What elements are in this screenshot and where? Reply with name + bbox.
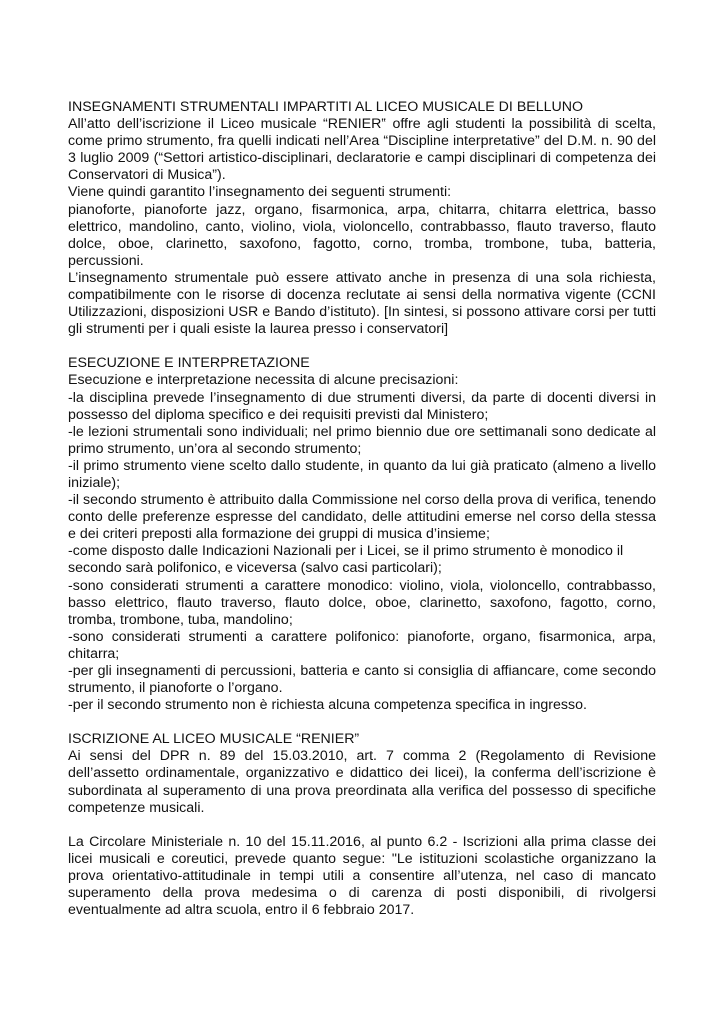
paragraph-instruments: pianoforte, pianoforte jazz, organo, fisarmonica, arpa, chitarra, chitarra elettrica, basso elettrico, mandolino, canto, violino, viola, violoncello, contrabbasso, flauto traverso, flauto dolce, oboe, clarinetto, saxofono, fagotto, corno, tromba, trombone, tuba, batteria, percussioni.: [68, 201, 656, 269]
paragraph-circolare: La Circolare Ministeriale n. 10 del 15.11.2016, al punto 6.2 - Iscrizioni alla prima classe dei licei musicali e coreutici, prevede quanto segue: "Le istituzioni scolastiche organizzano la prova orientativo-attitudinale in tempi utili a consentire all’utenza, nel caso di mancato superamento della prova medesima o di carenza di posti disponibili, di rivolgersi eventualmente ad altra scuola, entro il 6 febbraio 2017.: [68, 833, 656, 919]
paragraph-intro: All’atto dell’iscrizione il Liceo musicale “RENIER‟ offre agli studenti la possibilità di scelta, come primo strumento, fra quelli indicati nell’Area “Discipline interpretative” del D.M. n. 90 del 3 luglio 2009 (“Settori artistico-disciplinari, declaratorie e campi disciplinari di competenza dei Conservatori di Musica”).: [68, 116, 656, 184]
list-item: -la disciplina prevede l’insegnamento di due strumenti diversi, da parte di docenti diversi in possesso del diploma specifico e dei requisiti previsti dal Ministero;: [68, 389, 656, 423]
list-item: -le lezioni strumentali sono individuali; nel primo biennio due ore settimanali sono dedicate al primo strumento, un’ora al secondo strumento;: [68, 423, 656, 457]
section-strumenti: [68, 99, 656, 338]
document-page: [68, 99, 656, 919]
paragraph-guarantee: Viene quindi garantito l’insegnamento dei seguenti strumenti:: [68, 184, 452, 201]
paragraph-dpr: Ai sensi del DPR n. 89 del 15.03.2010, art. 7 comma 2 (Regolamento di Revisione dell’assetto ordinamentale, organizzativo e didattico dei licei), la conferma dell’iscrizione è subordinata al superamento di una prova preordinata alla verifica del possesso di specifiche competenze musicali.: [68, 748, 656, 816]
paragraph-activation: L’insegnamento strumentale può essere attivato anche in presenza di una sola richiesta, compatibilmente con le risorse di docenza reclutate ai sensi della normativa vigente (CCNI Utilizzazioni, disposizioni USR e Bando d’istituto). [In sintesi, si possono attivare corsi per tutti gli strumenti per i quali esiste la laurea presso i conservatori]: [68, 269, 656, 338]
list-item: -per il secondo strumento non è richiesta alcuna competenza specifica in ingresso.: [68, 697, 587, 714]
list-item: -il secondo strumento è attribuito dalla Commissione nel corso della prova di verifica, tenendo conto delle preferenze espresse del candidato, delle attitudini emerse nel corso della stessa e dei criteri preposti alla formazione dei gruppi di musica d’insieme;: [68, 492, 656, 543]
list-item: -come disposto dalle Indicazioni Nazionali per i Licei, se il primo strumento è monodico il secondo sarà polifonico, e viceversa (salvo casi particolari);: [68, 543, 624, 577]
section-iscrizione: [68, 731, 656, 919]
spacer: [68, 714, 656, 731]
list-item: -sono considerati strumenti a carattere monodico: violino, viola, violoncello, contrabbasso, basso elettrico, flauto traverso, flauto dolce, oboe, clarinetto, saxofono, fagotto, corno, tromba, trombone, tuba, mandolino;: [68, 577, 656, 628]
section-esecuzione: [68, 355, 656, 714]
list-item: -il primo strumento viene scelto dallo studente, in quanto da lui già praticato (almeno a livello iniziale);: [68, 457, 656, 491]
section-heading: ISCRIZIONE AL LICEO MUSICALE “RENIER”: [68, 731, 360, 748]
spacer: [68, 338, 656, 355]
paragraph-intro: Esecuzione e interpretazione necessita di alcune precisazioni:: [68, 372, 459, 389]
list-item: -per gli insegnamenti di percussioni, batteria e canto si consiglia di affiancare, come secondo strumento, il pianoforte o l’organo.: [68, 663, 656, 697]
list-item: -sono considerati strumenti a carattere polifonico: pianoforte, organo, fisarmonica, arpa, chitarra;: [68, 628, 656, 662]
section-heading: ESECUZIONE E INTERPRETAZIONE: [68, 355, 310, 372]
section-heading: INSEGNAMENTI STRUMENTALI IMPARTITI AL LICEO MUSICALE DI BELLUNO: [68, 99, 584, 115]
spacer: [68, 817, 656, 834]
